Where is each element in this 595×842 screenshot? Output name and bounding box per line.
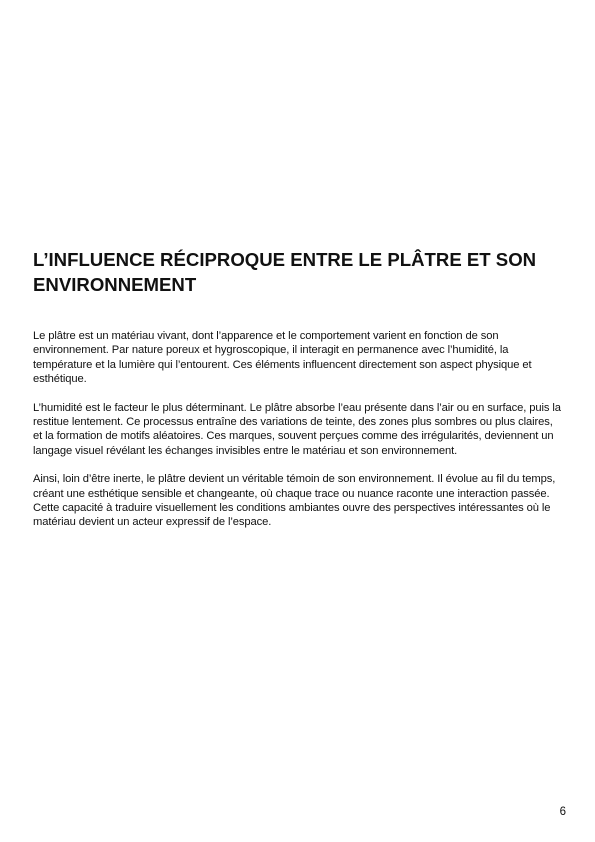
paragraph-2: L’humidité est le facteur le plus déterminant. Le plâtre absorbe l’eau présente dans l’air ou en surface, puis la restitue lentement. Ce processus entraîne des variations de teinte, des zones plus sombres ou plus claires, et la formation de motifs aléatoires. Ces marques, souvent perçues comme des irrégularités, deviennent un langage visuel révélant les échanges invisibles entre le matériau et son environnement. (33, 401, 561, 457)
paragraph-3: Ainsi, loin d’être inerte, le plâtre devient un véritable témoin de son environnement. Il évolue au fil du temps, créant une esthétique sensible et changeante, où chaque trace ou nuance raconte une interaction passée. Cette capacité à traduire visuellement les conditions ambiantes ouvre des perspectives intéressantes où le matériau devient un acteur expressif de l’espace. (33, 473, 556, 529)
body-text (33, 329, 563, 544)
page-title: L’INFLUENCE RÉCIPROQUE ENTRE LE PLÂTRE ET SON ENVIRONNEMENT (33, 249, 537, 295)
page-number: 6 (559, 806, 566, 818)
paragraph-1: Le plâtre est un matériau vivant, dont l’apparence et le comportement varient en fonction de son environnement. Par nature poreux et hygroscopique, il interagit en permanence avec l’humidité, la température et la lumière qui l’entourent. Ces éléments influencent directement son aspect physique et esthétique. (33, 330, 532, 386)
